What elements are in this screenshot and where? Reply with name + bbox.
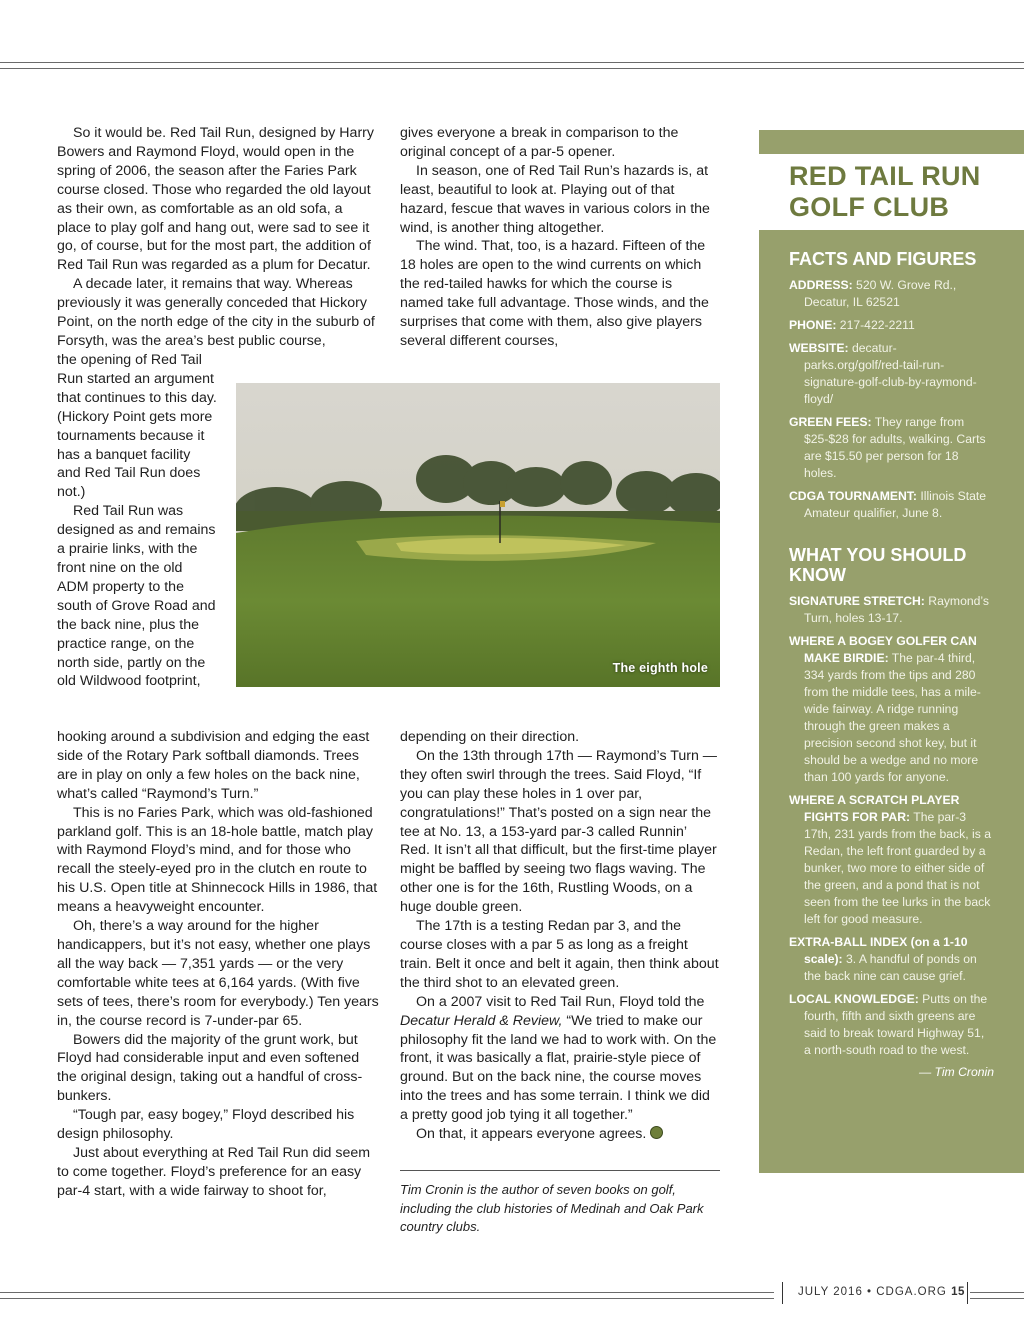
paragraph: A decade later, it remains that way. Whereas previously it was generally conceded that Hickory Point, on the north edge of the city in the suburb of Forsyth, was the area’s best public course, — [57, 276, 375, 349]
footer-rule-right-b — [970, 1298, 1024, 1299]
footer-rule-left-b — [0, 1298, 774, 1299]
paragraph: On the 13th through 17th — Raymond’s Turn — they often swirl through the trees. Said Floyd, “If you can play these holes in 1 over par, congratulations!” That’s posted on a sign near the tee at No. 13, a 153-yard par-3 called Runnin’ Red. It isn’t all that difficult, but the first-time player might be baffled by seeing two flags waving. The other one is for the 16th, Rustling Woods, on a huge double green. — [400, 747, 717, 916]
page-number: 15 — [951, 1286, 965, 1298]
facts-heading: FACTS AND FIGURES — [789, 249, 977, 269]
paragraph: “Tough par, easy bogey,” Floyd described his design philosophy. — [57, 1107, 355, 1143]
footer-rule-right-a — [970, 1292, 1024, 1293]
know-section — [789, 545, 994, 1079]
paragraph: depending on their direction. — [400, 729, 580, 745]
article-column-2-bottom — [400, 728, 720, 1144]
paragraph: So it would be. Red Tail Run, designed by Harry Bowers and Raymond Floyd, would open in the spring of 2006, the season after the Faries Park course closed. Those who regarded the old layout as their own, as comfortable as an old sofa, a place to play golf and hang out, were sad to see it go, of course, but for the most part, the addition of Red Tail Run was regarded as a plum for Decatur. — [57, 125, 374, 274]
know-item: LOCAL KNOWLEDGE: Putts on the fourth, fifth and sixth greens are said to break toward Highway 51, a north-south road to the west. — [789, 992, 988, 1057]
paragraph: In season, one of Red Tail Run’s hazards is, at least, beautiful to look at. Playing out of that hazard, fescue that waves in various colors in the wind, is another thing altogether. — [400, 162, 710, 236]
paragraph: On a 2007 visit to Red Tail Run, Floyd told the Decatur Herald & Review, “We tried to make our philosophy fit the land we had to work with. On the front, it was basically a flat, prairie-style piece of ground. But on the back nine, the course moves into the trees and has some terrain. I think we did a pretty good job tying it all together.” — [400, 993, 717, 1124]
article-column-1-wrap — [57, 351, 217, 691]
page-footer: JULY 2016 • CDGA.ORG 15 — [798, 1286, 965, 1298]
fact-item: WEBSITE: decatur-parks.org/golf/red-tail-run-signature-golf-club-by-raymond-floyd/ — [789, 341, 977, 406]
header-rule-bottom — [0, 68, 1024, 69]
article-column-1-bottom — [57, 728, 380, 1201]
sidebar-title: RED TAIL RUN GOLF CLUB — [789, 161, 981, 222]
paragraph: This is no Faries Park, which was old-fashioned parkland golf. This is an 18-hole battle, match play with Raymond Floyd’s mind, and for those who recall the steely-eyed pro in the clutch en route to his U.S. Open title at Shinnecock Hills in 1986, that means a heavyweight encounter. — [57, 804, 378, 916]
fact-item: GREEN FEES: They range from $25-$28 for adults, walking. Carts are $15.50 per person for 18 holes. — [789, 415, 986, 480]
know-item: SIGNATURE STRETCH: Raymond’s Turn, holes 13-17. — [789, 594, 990, 625]
fact-item: ADDRESS: 520 W. Grove Rd., Decatur, IL 62521 — [789, 278, 957, 309]
paragraph: On that, it appears everyone agrees. — [400, 1125, 720, 1144]
know-item: WHERE A SCRATCH PLAYER FIGHTS FOR PAR: The par-3 17th, 231 yards from the back, is a Redan, the left front guarded by a bunker, two more to either side of the green, and a pond that is not seen from the tee lurks in the back left for good measure. — [789, 793, 991, 926]
paragraph: Red Tail Run was designed as and remains a prairie links, with the front nine on the old ADM property to the south of Grove Road and the back nine, plus the practice range, on the north side, partly on the old Wildwood footprint, — [57, 503, 216, 690]
fact-item: CDGA TOURNAMENT: Illinois State Amateur qualifier, June 8. — [789, 489, 987, 520]
fact-item: PHONE: 217-422-2211 — [789, 318, 915, 332]
paragraph: Just about everything at Red Tail Run did seem to come together. Floyd’s preference for an easy par-4 start, with a wide fairway to shoot for, — [57, 1144, 371, 1199]
article-column-1-top — [57, 124, 380, 351]
author-note: Tim Cronin is the author of seven books on golf, including the club histories of Medinah and Oak Park country clubs. — [400, 1182, 704, 1234]
footer-rule-left-a — [0, 1292, 774, 1293]
photo-caption: The eighth hole — [612, 661, 708, 675]
golf-course-image — [236, 383, 720, 687]
paragraph: the opening of Red Tail Run started an argument that continues to this day. (Hickory Point gets more tournaments because it has a banquet facility and Red Tail Run does not.) — [57, 352, 217, 501]
know-heading: WHAT YOU SHOULD KNOW — [789, 545, 967, 585]
author-divider — [400, 1170, 720, 1171]
know-item: EXTRA-BALL INDEX (on a 1-10 scale): 3. A handful of ponds on the back nine can cause grief. — [789, 935, 977, 983]
footer-divider-left — [782, 1282, 783, 1304]
header-rule-top — [0, 62, 1024, 63]
golf-hole-photo — [236, 383, 720, 687]
sidebar-signoff: — Tim Cronin — [918, 1065, 994, 1079]
paragraph: The 17th is a testing Redan par 3, and the course closes with a par 5 as long as a freight train. Belt it once and belt it again, then think about the third shot to an elevated green. — [400, 918, 719, 991]
footer-divider-right — [967, 1282, 968, 1304]
paragraph: Bowers did the majority of the grunt work, but Floyd had considerable input and even softened the original design, taking out a handful of cross-bunkers. — [57, 1031, 363, 1105]
paragraph: hooking around a subdivision and edging the east side of the Rotary Park softball diamonds. Trees are in play on only a few holes on the back nine, what’s called “Raymond’s Turn.” — [57, 729, 370, 802]
know-item: WHERE A BOGEY GOLFER CAN MAKE BIRDIE: The par-4 third, 334 yards from the tips and 280 from the middle tees, has a mile-wide fairway. A ridge running through the green makes a precision second shot key, but it should be a wedge and no more than 100 yards for anyone. — [789, 634, 981, 784]
facts-section — [789, 249, 994, 528]
end-mark-icon — [650, 1126, 663, 1139]
paragraph: gives everyone a break in comparison to the original concept of a par-5 opener. — [400, 125, 679, 160]
paragraph: The wind. That, too, is a hazard. Fifteen of the 18 holes are open to the wind currents on which the red-tailed hawks for which the course is named take full advantage. Those winds, and the surprises that come with them, also give players several different courses, — [400, 238, 709, 349]
article-column-2-top — [400, 124, 718, 351]
paragraph: Oh, there’s a way around for the higher handicappers, but it’s not easy, whether one plays all the way back — 7,351 yards — or the very comfortable white tees at 6,164 yards. (With five sets of tees, there’s room for everybody.) Ten years in, the course record is 7-under-par 65. — [57, 918, 379, 1029]
